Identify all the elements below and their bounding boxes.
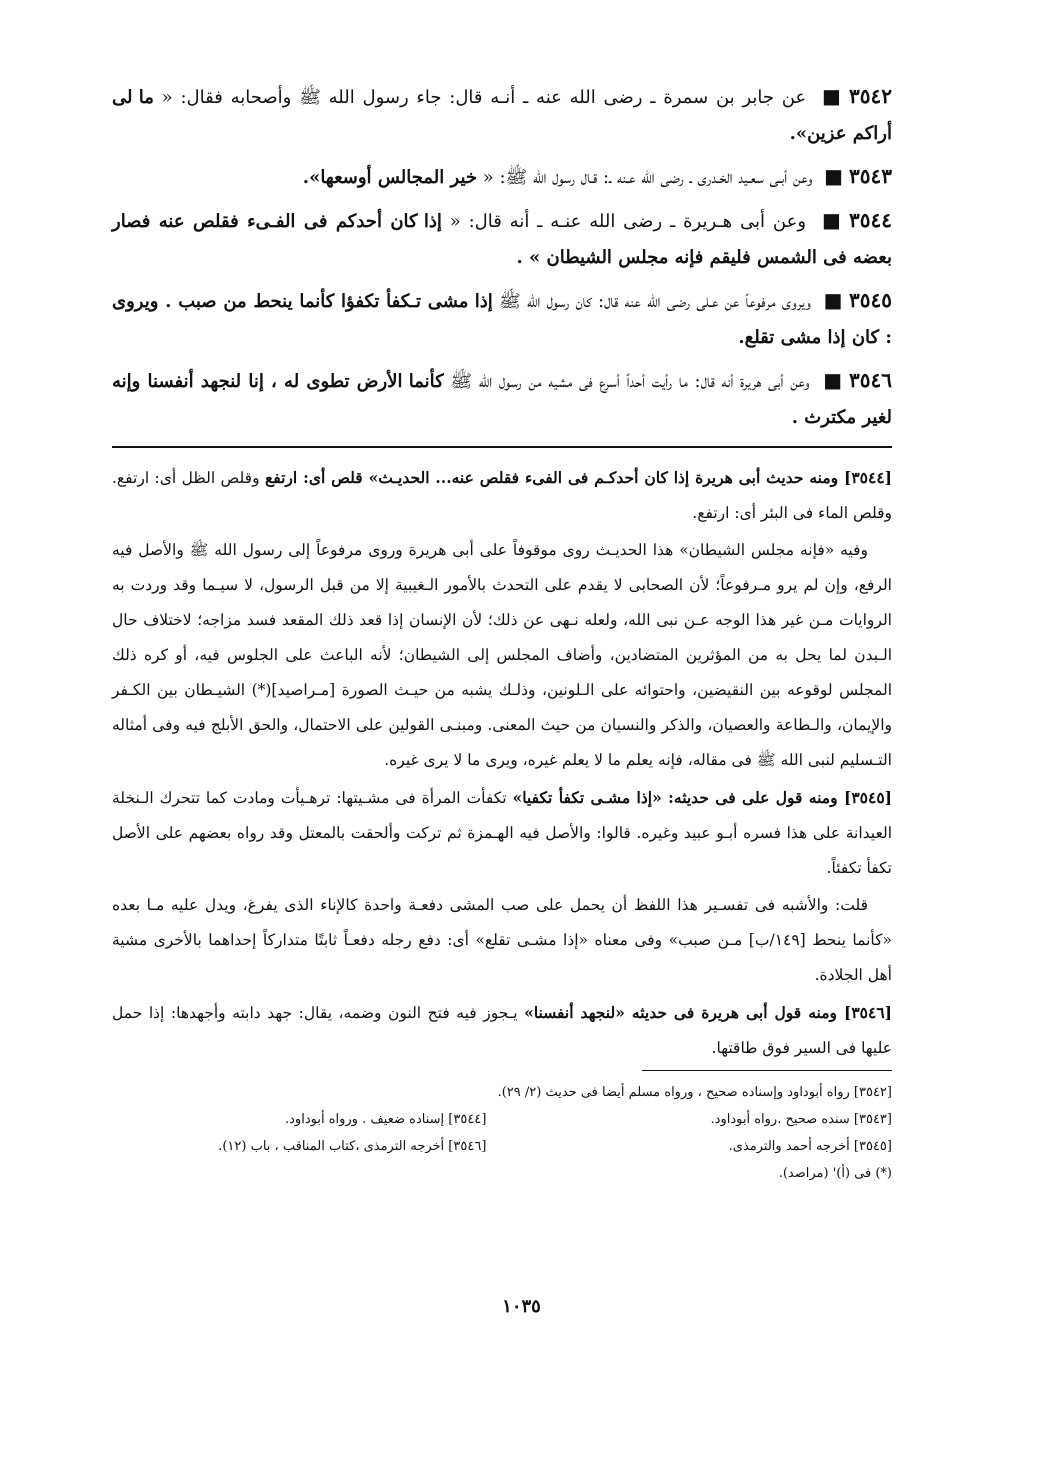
- page-body: [112, 78, 892, 1187]
- footnotes: [112, 1079, 892, 1187]
- hadith-bold-text: كأنما الأرض تطوى له ، إنا لنجهد أنفسنا وإنه لغير مكترث .: [112, 371, 892, 428]
- footnote: [٣٥٤٦] أخرجه الترمذى ،كتاب المناقب ، باب (١٢).: [218, 1139, 487, 1154]
- commentary-paragraph: [112, 888, 892, 993]
- commentary-text: قلت: والأشبه فى تفسـير هذا اللفظ أن يحمل على صب المشى دفعـة واحدة كالإناء الذى يفرغ، ويدل عليه مـا بعده «كأنما ينحط [١٤٩/ب] مـن صبب» وفى معناه «إذا مشـى تقلع» أى: دفع رجله دفعـاً ثابتًا متداركاً إحداهما بالأخرى مشية أهل الجلادة.: [112, 896, 893, 984]
- hadith-3546: ٣٥٤٦■ وعن أبى هريرة أنه قال: ما رأيت أحداً أسرع فى مشيه من رسول الله ﷺ كأنما الأرض تطوى له ، إنا لنجهد أنفسنا وإنه لغير مكترث .: [112, 368, 893, 428]
- hadith-number: ٣٥٤٤: [849, 208, 892, 232]
- section-divider: [112, 446, 892, 448]
- footnote: (*) فى (أ)' (مراصد).: [778, 1166, 892, 1181]
- commentary-text: وفيه «فإنه مجلس الشيطان» هذا الحديـث روى موقوفاً على أبى هريرة وروى مرفوعاً إلى رسول الله ﷺ والأصل فيه الرفع، وإن لم يرو مـرفوعاً؛ لأن الصحابى لا يقدم على التحدث بالأمور الـغيبية إلا من قبل الرسول، لا سيـما وقد وردت به الروايات مـن غير هذا الوجه عـن نبى الله، ولعله نـهى عن ذلك؛ لأن الإنسان إذا قعد ذلك المقعد فسد مزاجه؛ لاختلاف حال الـبدن لما يحل به من المؤثرين المتضادين، وأضاف المجلس إلى الشيطان؛ لأنه الباعث على الجلوس فيه، أو كره ذلك المجلس لوقوعه بين النقيضين، واحتوائه على الـلونين، وذلـك يشبه من حيـث الصورة [مـراصيد](*) الشيـطان بين الكـفر والإيمان، والـطاعة والعصيان، والذكر والنسيان من حيث المعنى. ومبنـى القولين على الاحتمال، والحق الأبلج فيه وفى أمثاله التـسليم لنبى الله ﷺ فى مقاله، فإنه يعلم ما لا يعلم غيره، ويرى ما لا يرى غيره.: [112, 541, 892, 769]
- hadith-bold-text: خير المجالس أوسعها».: [302, 167, 478, 188]
- hadith-bold-text: إذا كان أحدكم فى الفـىء فقلص عنه فصار بعضه فى الشمس فليقم فإنه مجلس الشيطان » .: [112, 211, 892, 268]
- footnote: [٣٥٤٢] رواه أبوداود وإسناده صحيح ، ورواه مسلم أيضا فى حديث (٢/ ٢٩).: [497, 1085, 892, 1100]
- commentary-text: وقلص الظل أى: ارتفع. وقلص الماء فى البئر أى: ارتفع.: [112, 469, 892, 522]
- hadith-bold-text: ما لى أراكم عزين».: [112, 87, 892, 144]
- commentary-text: تكفأت المرأة فى مشـيتها: ترهـيأت ومادت كما تتحرك الـنخلة العيدانة على هذا فسره أبـو عبيد وغيره. قالوا: والأصل فيه الهـمزة ثم تركت وألحقت بالمعتل وقد رواه بعضهم على الأصل تكفأ تكفئاً.: [112, 789, 892, 877]
- hadith-number: ٣٥٤٢: [849, 84, 892, 108]
- commentary-lead: [٣٥٤٥] ومنه قول على فى حديثه: «إذا مشـى تكفأ تكفيا»: [512, 788, 892, 807]
- footnote: [٣٥٤٤] إسناده ضعيف . ورواه أبوداود.: [285, 1112, 487, 1127]
- footnote-divider: [642, 1070, 892, 1071]
- footnote: [٣٥٤٣] سنده صحيح .رواه أبوداود.: [710, 1112, 892, 1127]
- hadith-bold-text: إذا مشى تـكفأ تكفؤا كأنما ينحط من صبب . ويروى : كان إذا مشى تقلع.: [112, 291, 892, 348]
- hadith-text: وعن أبى هريرة أنه قال: ما رأيت أحداً أسرع فى مشيه من رسول الله ﷺ: [450, 371, 810, 392]
- commentary-lead: [٣٥٤٤] ومنه حديث أبى هريرة إذا كان أحدكـم فى الفىء فقلص عنه... الحديـث» قلص أى: ارتفع: [265, 468, 892, 487]
- commentary-paragraph: [112, 460, 892, 531]
- footnote-row: [112, 1106, 892, 1133]
- commentary-paragraph: [112, 533, 892, 778]
- commentary-paragraph: [112, 780, 892, 886]
- hadith-list: [112, 78, 892, 436]
- hadith-number: ٣٥٤٥: [849, 288, 892, 312]
- commentary-text: يـجوز فيه فتح النون وضمه، يقال: جهد دابته وأجهدها: إذا حمل عليها فى السير فوق طاقتها.: [112, 1004, 892, 1057]
- commentary: [112, 460, 892, 1066]
- hadith-number: ٣٥٤٣: [849, 164, 892, 188]
- hadith-text: عن جابر بن سمرة ـ رضى الله عنه ـ أنـه قال: جاء رسول الله ﷺ وأصحابه فقال: «: [161, 87, 807, 108]
- hadith-3544: ٣٥٤٤■ وعن أبى هـريرة ـ رضى الله عنـه ـ أنه قال: « إذا كان أحدكم فى الفـىء فقلص عنه فصار بعضه فى الشمس فليقم فإنه مجلس الشيطان » .: [112, 208, 892, 268]
- hadith-3545: ٣٥٤٥■ ويروى مرفوعاً عن عـلى رضى الله عنه قال: كان رسول الله ﷺ إذا مشى تـكفأ تكفؤا كأنما ينحط من صبب . ويروى : كان إذا مشى تقلع.: [112, 288, 892, 348]
- hadith-3543: ٣٥٤٣■ وعن أبـى سعـيد الخـدرى ـ رضى الله عـنه ـ: قـال رسول الله ﷺ: « خير المجالس أوسعها».: [302, 164, 892, 188]
- footnote-row: [112, 1133, 892, 1160]
- page-number: ١٠٣٥: [502, 1296, 541, 1317]
- commentary-lead: [٣٥٤٦] ومنه قول أبى هريرة فى حديثه «لنجهد أنفسنا»: [524, 1003, 893, 1022]
- hadith-text: ويروى مرفوعاً عن عـلى رضى الله عنه قال: كان رسول الله ﷺ: [498, 291, 811, 312]
- hadith-text: وعن أبـى سعـيد الخـدرى ـ رضى الله عـنه ـ: قـال رسول الله ﷺ: «: [482, 167, 813, 188]
- commentary-paragraph: [112, 995, 892, 1066]
- footnote: [٣٥٤٥] أخرجه أحمد والترمذى.: [728, 1139, 892, 1154]
- hadith-number: ٣٥٤٦: [849, 368, 893, 392]
- hadith-text: وعن أبى هـريرة ـ رضى الله عنـه ـ أنه قال: «: [449, 211, 807, 232]
- hadith-3542: ٣٥٤٢■ عن جابر بن سمرة ـ رضى الله عنه ـ أنـه قال: جاء رسول الله ﷺ وأصحابه فقال: « ما لى أراكم عزين».: [112, 84, 892, 144]
